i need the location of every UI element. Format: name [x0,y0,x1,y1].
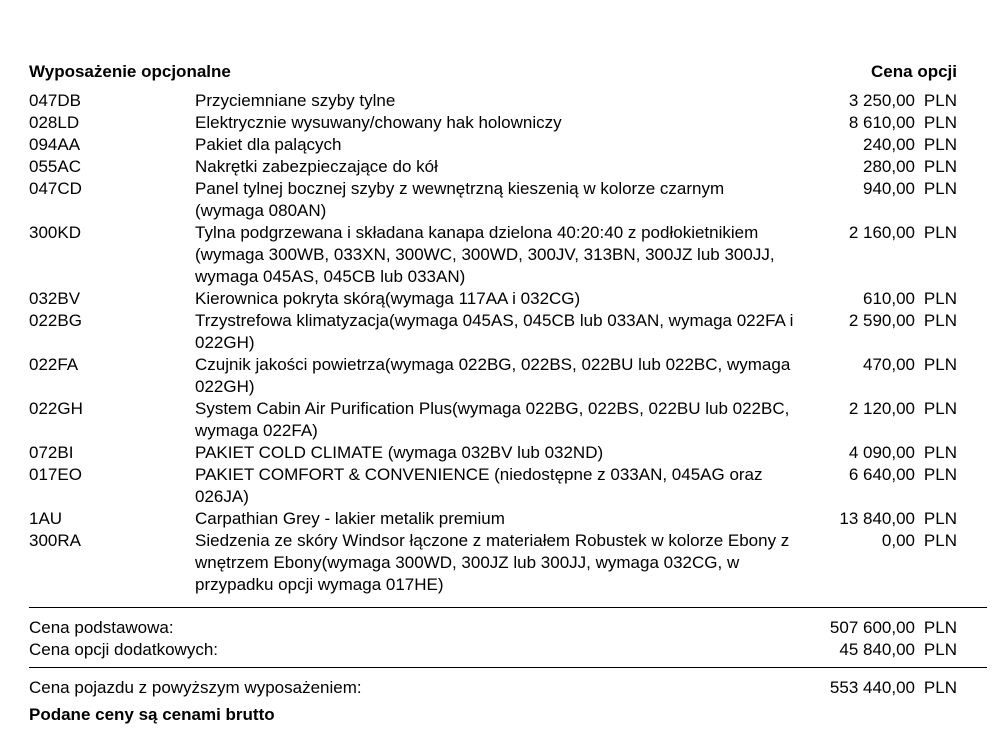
total-price-amount: 553 440,00 [829,678,915,697]
option-description: Siedzenia ze skóry Windsor łączone z materiałem Robustek w kolorze Ebony z wnętrzem Ebony(wymaga 300WD, 300JZ lub 300JJ, wymaga 032CG, w przypadku opcji wymaga 017HE) [195,531,790,594]
option-row [29,90,957,112]
option-price [795,134,957,156]
total-price-currency: PLN [923,678,957,697]
option-price-amount: 13 840,00 [839,509,915,528]
option-price-amount: 3 250,00 [848,91,915,110]
option-row [29,310,957,354]
option-row [29,508,957,530]
option-description: System Cabin Air Purification Plus(wymaga 022BG, 022BS, 022BU lub 022BC, wymaga 022FA) [195,399,790,440]
option-price [795,508,957,530]
option-price-currency: PLN [923,399,957,418]
option-row [29,156,957,178]
option-price [795,222,957,288]
base-price-row [29,617,957,639]
divider [29,667,987,668]
option-price-amount: 280,00 [863,157,915,176]
option-price-amount: 0,00 [881,531,915,550]
option-price [795,530,957,596]
option-code: 1AU [29,509,63,528]
option-price-amount: 4 090,00 [848,443,915,462]
option-price-currency: PLN [923,355,957,374]
option-row [29,222,957,288]
option-price-currency: PLN [923,509,957,528]
option-description: Przyciemniane szyby tylne [195,91,396,110]
option-code: 047CD [29,179,82,198]
option-code: 022BG [29,311,82,330]
option-price-currency: PLN [923,531,957,550]
option-price-amount: 940,00 [863,179,915,198]
option-price [795,464,957,508]
options-list [29,90,957,596]
option-code: 022GH [29,399,83,418]
price-summary [29,617,957,661]
base-price-label: Cena podstawowa: [29,618,174,637]
option-row [29,442,957,464]
option-row [29,134,957,156]
price-heading: Cena opcji [871,62,957,81]
option-description: Pakiet dla palących [195,135,342,154]
option-code: 300RA [29,531,81,550]
option-code: 047DB [29,91,81,110]
option-price [795,156,957,178]
option-price [795,112,957,134]
option-description: Nakrętki zabezpieczające do kół [195,157,438,176]
table-header [29,62,957,84]
options-heading: Wyposażenie opcjonalne [29,62,231,81]
options-price-amount: 45 840,00 [839,640,915,659]
option-description: Kierownica pokryta skórą(wymaga 117AA i 032CG) [195,289,581,308]
option-code: 017EO [29,465,82,484]
option-price [795,178,957,222]
option-description: Elektrycznie wysuwany/chowany hak holowniczy [195,113,562,132]
option-description: Carpathian Grey - lakier metalik premium [195,509,505,528]
option-price-amount: 470,00 [863,355,915,374]
option-price-amount: 6 640,00 [848,465,915,484]
options-price-row [29,639,957,661]
option-description: Tylna podgrzewana i składana kanapa dzielona 40:20:40 z podłokietnikiem (wymaga 300WB, 033XN, 300WC, 300WD, 300JV, 313BN, 300JZ lub 300JJ, wymaga 045AS, 045CB lub 033AN) [195,223,775,286]
option-price-currency: PLN [923,465,957,484]
option-row [29,398,957,442]
option-price [795,398,957,442]
option-price-amount: 610,00 [863,289,915,308]
option-row [29,464,957,508]
option-price-currency: PLN [923,135,957,154]
option-code: 028LD [29,113,80,132]
option-price-amount: 2 590,00 [848,311,915,330]
option-price-currency: PLN [923,443,957,462]
option-price [795,442,957,464]
total-summary [29,677,957,699]
option-price-amount: 240,00 [863,135,915,154]
gross-price-note: Podane ceny są cenami brutto [29,705,275,724]
option-price [795,90,957,112]
total-price-label: Cena pojazdu z powyższym wyposażeniem: [29,678,362,697]
option-description: Trzystrefowa klimatyzacja(wymaga 045AS, 045CB lub 033AN, wymaga 022FA i 022GH) [195,311,794,352]
option-row [29,288,957,310]
base-price-currency: PLN [923,618,957,637]
option-price [795,310,957,354]
divider [29,607,987,608]
base-price-amount: 507 600,00 [829,618,915,637]
option-code: 094AA [29,135,81,154]
total-price-row [29,677,957,699]
options-price-label: Cena opcji dodatkowych: [29,640,219,659]
option-description: Czujnik jakości powietrza(wymaga 022BG, 022BS, 022BU lub 022BC, wymaga 022GH) [195,355,791,396]
option-row [29,530,957,596]
option-code: 072BI [29,443,74,462]
option-code: 032BV [29,289,81,308]
option-price-currency: PLN [923,289,957,308]
option-price-currency: PLN [923,179,957,198]
option-row [29,354,957,398]
option-price-amount: 2 160,00 [848,223,915,242]
option-row [29,112,957,134]
option-price-currency: PLN [923,157,957,176]
option-price-amount: 8 610,00 [848,113,915,132]
option-code: 300KD [29,223,81,242]
option-row [29,178,957,222]
option-price [795,354,957,398]
option-price-currency: PLN [923,113,957,132]
option-price-currency: PLN [923,311,957,330]
option-description: PAKIET COMFORT & CONVENIENCE (niedostępne z 033AN, 045AG oraz 026JA) [195,465,763,506]
option-price-currency: PLN [923,91,957,110]
option-code: 055AC [29,157,81,176]
option-code: 022FA [29,355,79,374]
option-description: Panel tylnej bocznej szyby z wewnętrzną kieszenią w kolorze czarnym (wymaga 080AN) [195,179,725,220]
option-price-amount: 2 120,00 [848,399,915,418]
option-price-currency: PLN [923,223,957,242]
option-price [795,288,957,310]
option-description: PAKIET COLD CLIMATE (wymaga 032BV lub 032ND) [195,443,604,462]
options-price-currency: PLN [923,640,957,659]
